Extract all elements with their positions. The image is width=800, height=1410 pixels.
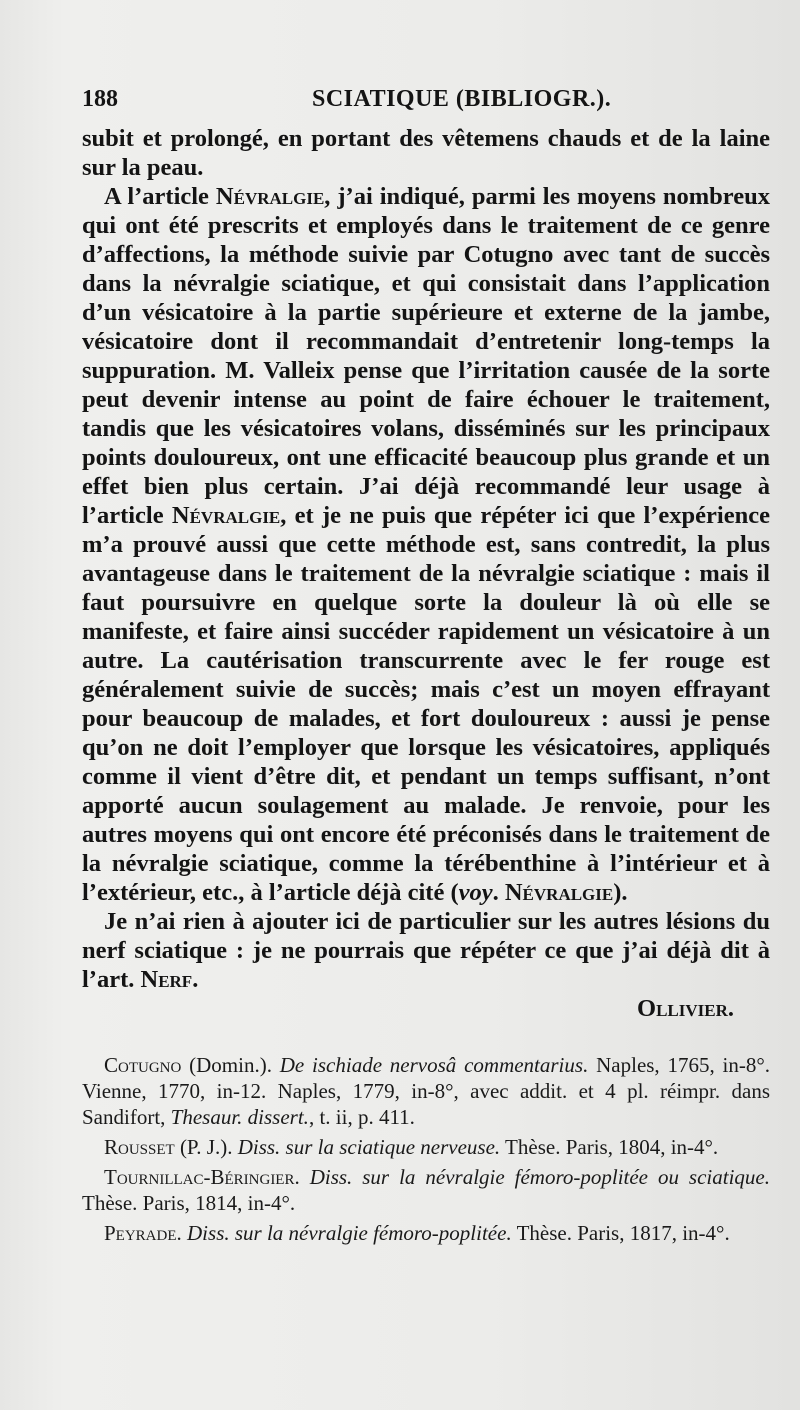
paragraph: subit et prolongé, en portant des vêtemens chauds et de la laine sur la peau. <box>82 125 770 181</box>
main-text <box>82 124 770 1023</box>
text-run: Naples, 1765, in-8°. Vienne, 1770, in-12. Naples, 1779, in-8°, avec addit. et 4 pl. réimpr. dans Sandifort, <box>82 1053 770 1129</box>
text-run: , t. ii, p. 411. <box>308 1105 415 1129</box>
bib-author: Cotugno <box>104 1053 182 1077</box>
bibliography-entry <box>82 1134 770 1160</box>
text-run: , et je ne puis que répéter ici que l’expérience m’a prouvé aussi que cette méthode est, sans contredit, la plus avantageuse dans le traitement de la névralgie sciatique : mais il faut poursuivre en quelque sorte la douleur là où elle se manifeste, et faire ainsi succéder rapidement un vésicatoire à un autre. La cautérisation transcurrente avec le fer rouge est généralement suivie de succès; mais c’est un moyen effrayant pour beaucoup de malades, et fort douloureux : aussi je pense qu’on ne doit l’employer que lorsque les vésicatoires, appliqués comme il vient d’être dit, et pendant un temps suffisant, n’ont apporté aucun soulagement au malade. Je renvoie, pour les autres moyens qui ont encore été préconisés dans le traitement de la névralgie sciatique, comme la térébenthine à l’intérieur et à l’extérieur, etc., à l’article déjà cité ( <box>82 502 770 906</box>
bib-author: Rousset <box>104 1135 175 1159</box>
bib-author: Tournillac-Béringier <box>104 1165 295 1189</box>
cross-reference: Névralgie <box>504 879 614 906</box>
text-run: Je n’ai rien à ajouter ici de particulier sur les autres lésions du nerf sciatique : je ne pourrais que répéter ce que j’ai déjà dit à l’art. <box>82 908 770 993</box>
paragraph <box>82 907 770 994</box>
text-run: A l’article <box>104 183 216 210</box>
cross-reference: Névralgie <box>171 502 281 529</box>
bib-author: Peyrade <box>104 1221 177 1245</box>
running-title: SCIATIQUE (BIBLIOGR.). <box>312 86 612 112</box>
bib-title: Thesaur. dissert. <box>170 1105 309 1129</box>
bibliography-entry <box>82 1052 770 1130</box>
text-run: , j’ai indiqué, parmi les moyens nombreux qui ont été prescrits et employés dans le traitement de ce genre d’affections, la méthode suivie par Cotugno avec tant de succès dans la névralgie sciatique, et qui consistait dans l’application d’un vésicatoire à la partie supérieure et externe de la jambe, vésicatoire dont il recommandait d’entretenir long-temps la suppuration. M. Valleix pense que l’irritation causée de la sorte peut devenir intense au point de faire échouer le traitement, tandis que les vésicatoires volans, disséminés sur les principaux points douloureux, ont une efficacité beaucoup plus grande et un effet bien plus certain. J’ai déjà recommandé leur usage à l’article <box>82 183 770 529</box>
text-run: (Domin.). <box>181 1053 280 1077</box>
text-run: . <box>294 1165 310 1189</box>
bibliography <box>82 1052 770 1250</box>
bib-title: De ischiade nervosâ commentarius. <box>279 1053 589 1077</box>
text-run: Thèse. Paris, 1817, in-4°. <box>511 1221 730 1245</box>
text-run: ). <box>613 879 628 906</box>
text-run: . <box>192 966 199 993</box>
text-run: voy <box>458 879 493 906</box>
page-number: 188 <box>82 86 118 112</box>
text-run: (P. J.). <box>174 1135 238 1159</box>
paragraph <box>82 182 770 907</box>
author-signature: Ollivier. <box>637 995 734 1022</box>
cross-reference: Névralgie <box>215 183 325 210</box>
signature-line <box>82 994 770 1023</box>
page-header <box>82 86 772 120</box>
bib-title: Diss. sur la névralgie fémoro-poplitée. <box>187 1221 512 1245</box>
bib-title: Diss. sur la névralgie fémoro-poplitée ou sciatique. <box>309 1165 770 1189</box>
bibliography-entry <box>82 1164 770 1216</box>
bib-title: Diss. sur la sciatique nerveuse. <box>237 1135 501 1159</box>
bibliography-entry <box>82 1220 770 1246</box>
text-run: . <box>176 1221 188 1245</box>
text-run: Thèse. Paris, 1814, in-4°. <box>82 1191 296 1215</box>
cross-reference: Nerf <box>140 966 193 993</box>
text-run: Thèse. Paris, 1804, in-4°. <box>500 1135 719 1159</box>
text-run: . <box>492 879 505 906</box>
